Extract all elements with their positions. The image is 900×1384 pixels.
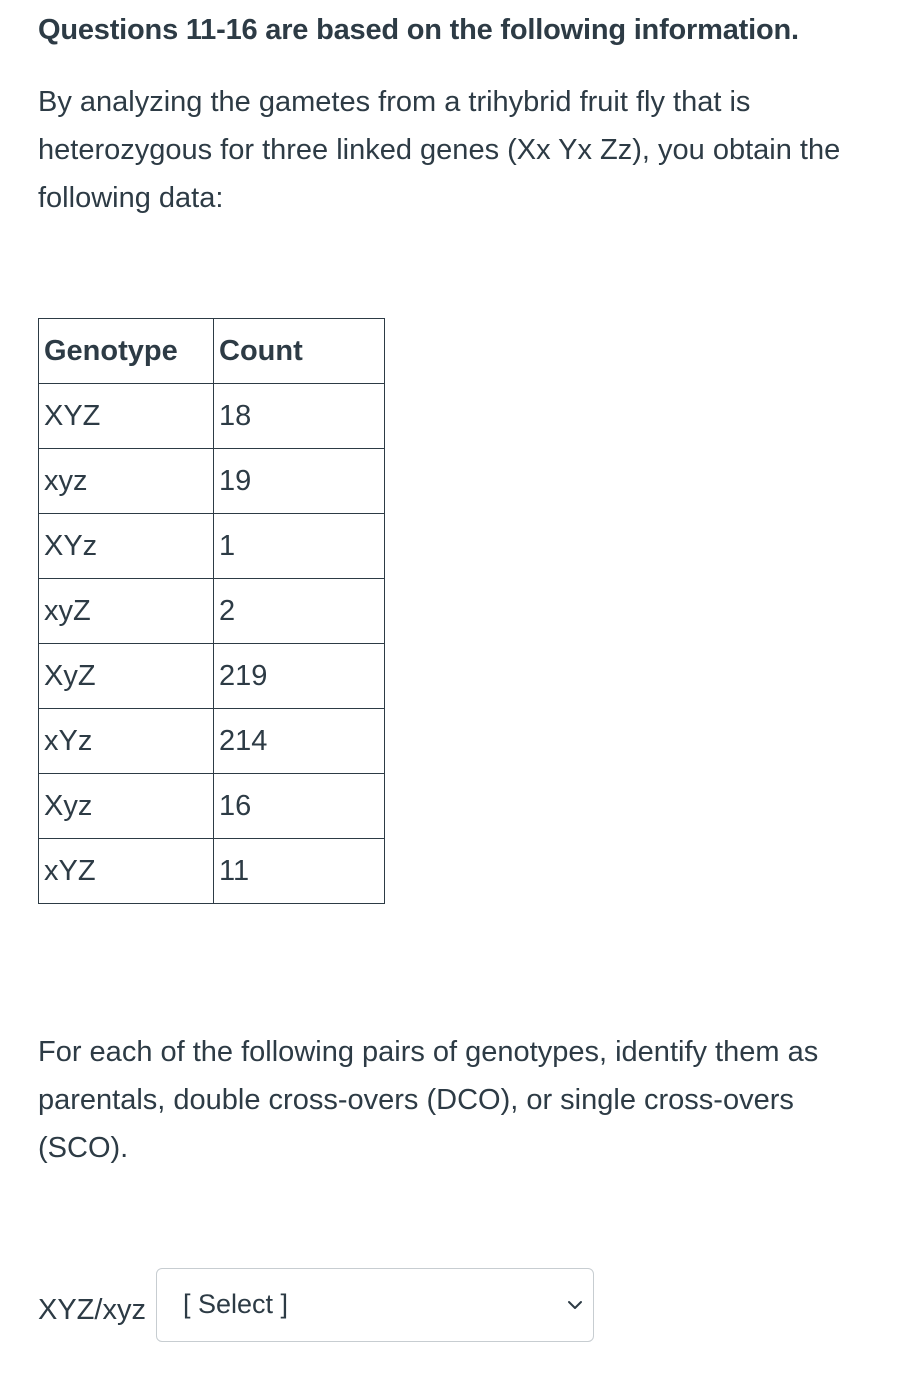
count-cell: 11 [214,839,385,904]
table-row [39,774,385,839]
select-value: [ Select ] [182,1289,289,1319]
count-cell: 19 [214,449,385,514]
table-row [39,579,385,644]
answer-select-dropdown[interactable] [156,1268,594,1342]
table-row [39,514,385,579]
count-cell: 16 [214,774,385,839]
genotype-count-table [38,318,385,904]
table-row [39,839,385,904]
genotype-cell: XYz [39,514,214,579]
table-row [39,449,385,514]
count-cell: 18 [214,384,385,449]
genotype-cell: Xyz [39,774,214,839]
genotype-cell: xYz [39,709,214,774]
genotype-cell: xyz [39,449,214,514]
table-row [39,709,385,774]
question-pair-row [38,1267,594,1343]
genotype-cell: XyZ [39,644,214,709]
questions-heading: Questions 11-16 are based on the following information. [38,14,799,46]
count-cell: 1 [214,514,385,579]
instructions-paragraph: For each of the following pairs of genotypes, identify them as parentals, double cross-overs (DCO), or single cross-overs (SCO). [38,1036,819,1164]
header-genotype: Genotype [39,319,214,384]
genotype-cell: xyZ [39,579,214,644]
genotype-cell: XYZ [39,384,214,449]
chevron-down-icon [567,1297,583,1313]
table-row [39,384,385,449]
count-cell: 214 [214,709,385,774]
genotype-cell: xYZ [39,839,214,904]
header-count: Count [214,319,385,384]
intro-paragraph: By analyzing the gametes from a trihybrid fruit fly that is heterozygous for three linked genes (Xx Yx Zz), you obtain the following data: [38,86,841,214]
table-row [39,644,385,709]
count-cell: 2 [214,579,385,644]
pair-label: XYZ/xyz [38,1293,146,1326]
table-header-row [39,319,385,384]
count-cell: 219 [214,644,385,709]
